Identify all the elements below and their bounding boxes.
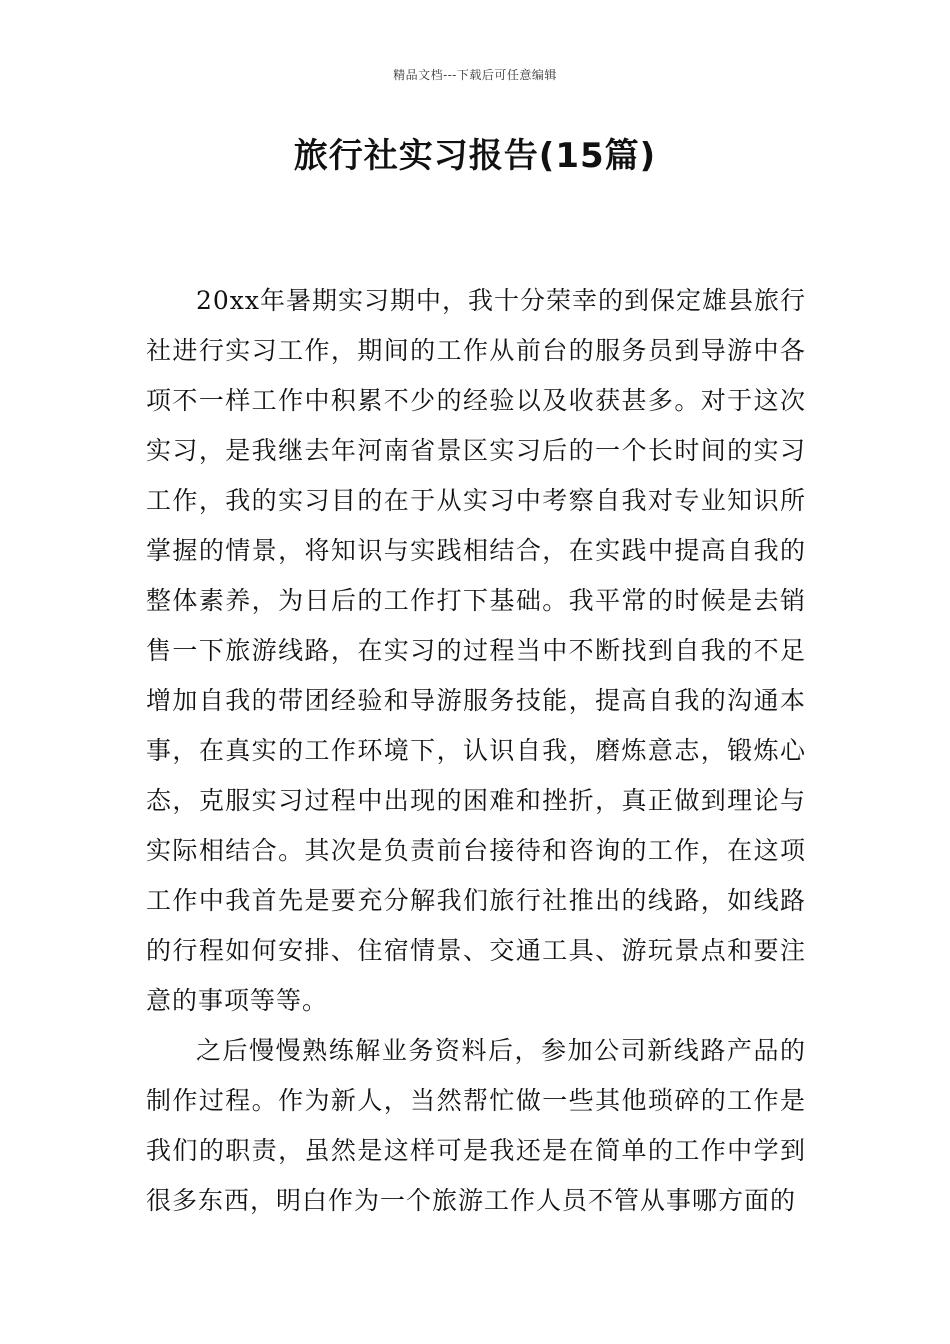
paragraph-2: 之后慢慢熟练解业务资料后，参加公司新线路产品的制作过程。作为新人，当然帮忙做一些其他琐碎的工作是我们的职责，虽然是这样可是我还是在简单的工作中学到很多东西，明白作为一个旅游工作人员不管从事哪方面的 (146, 1036, 806, 1215)
header-note: 精品文档---下载后可任意编辑 (393, 68, 557, 82)
page-title: 旅行社实习报告(15篇) (293, 136, 657, 176)
body-text (146, 276, 806, 1226)
paragraph-1: 20xx年暑期实习期中，我十分荣幸的到保定雄县旅行社进行实习工作，期间的工作从前台的服务员到导游中各项不一样工作中积累不少的经验以及收获甚多。对于这次实习，是我继去年河南省景区实习后的一个长时间的实习工作，我的实习目的在于从实习中考察自我对专业知识所掌握的情景，将知识与实践相结合，在实践中提高自我的整体素养，为日后的工作打下基础。我平常的时候是去销售一下旅游线路，在实习的过程当中不断找到自我的不足增加自我的带团经验和导游服务技能，提高自我的沟通本事，在真实的工作环境下，认识自我，磨炼意志，锻炼心态，克服实习过程中出现的困难和挫折，真正做到理论与实际相结合。其次是负责前台接待和咨询的工作，在这项工作中我首先是要充分解我们旅行社推出的线路，如线路的行程如何安排、住宿情景、交通工具、游玩景点和要注意的事项等等。 (146, 286, 807, 1015)
